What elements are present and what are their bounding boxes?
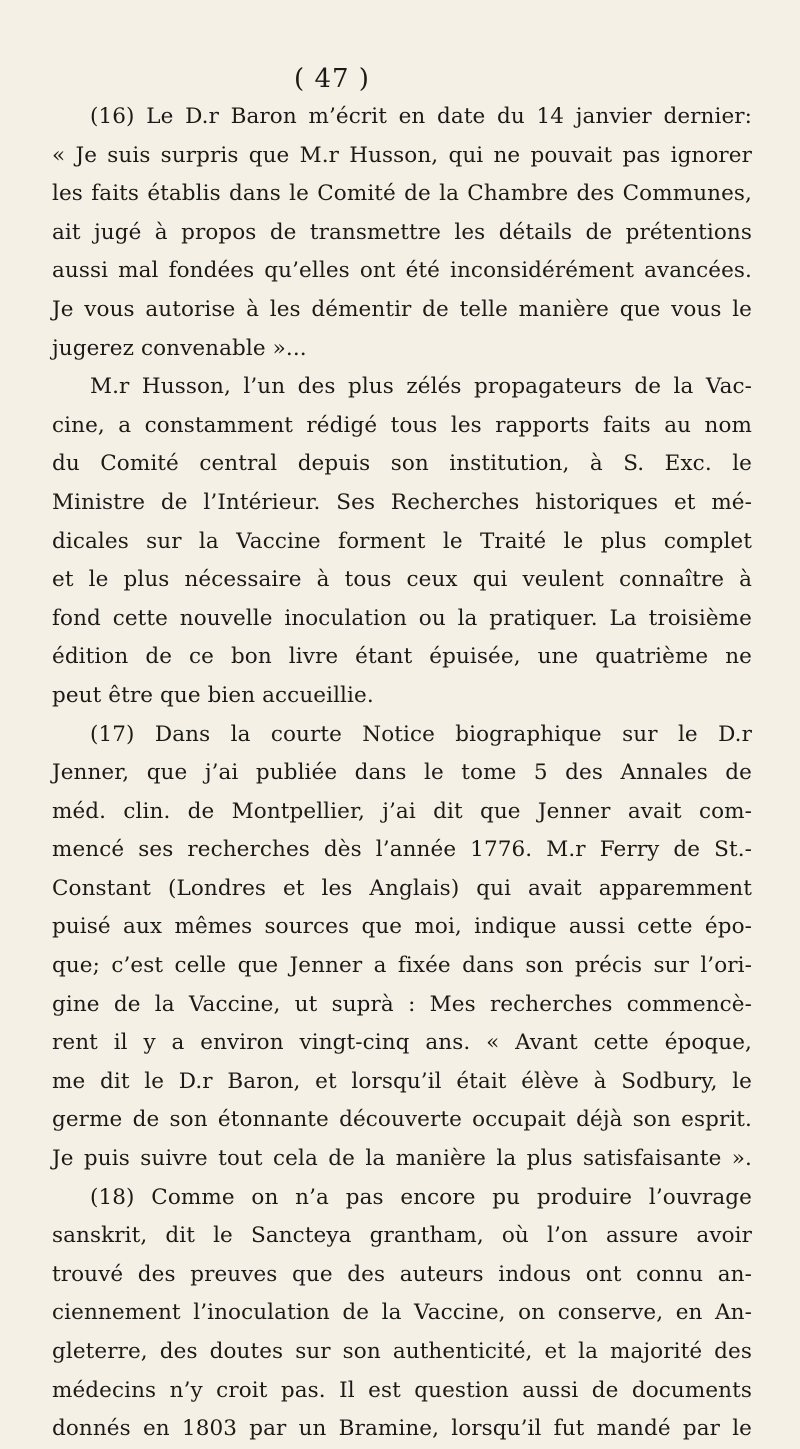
text-line: Constant (Londres et les Anglais) qui avait apparemment (52, 875, 752, 901)
text-line: mencé ses recherches dès l’année 1776. M.r Ferry de St.- (52, 837, 752, 863)
text-line: rent il y a environ vingt-cinq ans. « Avant cette époque, (52, 1030, 752, 1056)
text-line: Jenner, que j’ai publiée dans le tome 5 des Annales de (52, 760, 752, 786)
text-line: gine de la Vaccine, ut suprà : Mes recherches commencè- (52, 991, 752, 1017)
text-line: fond cette nouvelle inoculation ou la pratiquer. La troisième (52, 605, 752, 631)
text-line: me dit le D.r Baron, et lorsqu’il était élève à Sodbury, le (52, 1068, 752, 1094)
text-line: aussi mal fondées qu’elles ont été inconsidérément avancées. (52, 258, 752, 284)
body-text (52, 98, 752, 1449)
text-line: (18) Comme on n’a pas encore pu produire l’ouvrage (90, 1184, 752, 1210)
text-line: cine, a constamment rédigé tous les rapports faits au nom (52, 412, 752, 438)
text-line: jugerez convenable »... (52, 335, 307, 361)
text-line: gleterre, des doutes sur son authenticité, et la majorité des (52, 1339, 752, 1364)
text-line: les faits établis dans le Comité de la Chambre des Communes, (52, 181, 752, 207)
text-line: « Je suis surpris que M.r Husson, qui ne pouvait pas ignorer (52, 142, 752, 168)
text-line: sanskrit, dit le Sancteya grantham, où l’on assure avoir (52, 1223, 752, 1249)
text-line: édition de ce bon livre étant épuisée, une quatrième ne (52, 644, 752, 670)
text-line: M.r Husson, l’un des plus zélés propagateurs de la Vac- (90, 374, 752, 400)
text-line: et le plus nécessaire à tous ceux qui veulent connaître à (52, 567, 752, 593)
text-line: Je puis suivre tout cela de la manière la plus satisfaisante ». (52, 1146, 752, 1172)
text-line: (16) Le D.r Baron m’écrit en date du 14 janvier dernier: (90, 104, 752, 129)
text-line: dicales sur la Vaccine forment le Traité le plus complet (52, 528, 752, 554)
text-line: donnés en 1803 par un Bramine, lorsqu’il fut mandé par le (52, 1416, 752, 1442)
text-line: du Comité central depuis son institution, à S. Exc. le (52, 451, 752, 477)
text-line: Je vous autorise à les démentir de telle manière que vous le (52, 296, 752, 322)
text-line: germe de son étonnante découverte occupait déjà son esprit. (52, 1107, 752, 1133)
text-line: que; c’est celle que Jenner a fixée dans son précis sur l’ori- (52, 953, 752, 979)
text-line: trouvé des preuves que des auteurs indous ont connu an- (52, 1261, 752, 1287)
text-line: ait jugé à propos de transmettre les détails de prétentions (52, 219, 752, 245)
text-line: Ministre de l’Intérieur. Ses Recherches historiques et mé- (52, 489, 752, 515)
text-line: méd. clin. de Montpellier, j’ai dit que Jenner avait com- (52, 798, 752, 824)
page-number: ( 47 ) (294, 64, 370, 94)
text-line: médecins n’y croit pas. Il est question aussi de documents (52, 1377, 752, 1403)
text-line: (17) Dans la courte Notice biographique sur le D.r (90, 721, 752, 747)
text-line: puisé aux mêmes sources que moi, indique aussi cette épo- (52, 914, 752, 940)
text-line: ciennement l’inoculation de la Vaccine, on conserve, en An- (52, 1300, 752, 1326)
text-line: peut être que bien accueillie. (52, 682, 374, 708)
